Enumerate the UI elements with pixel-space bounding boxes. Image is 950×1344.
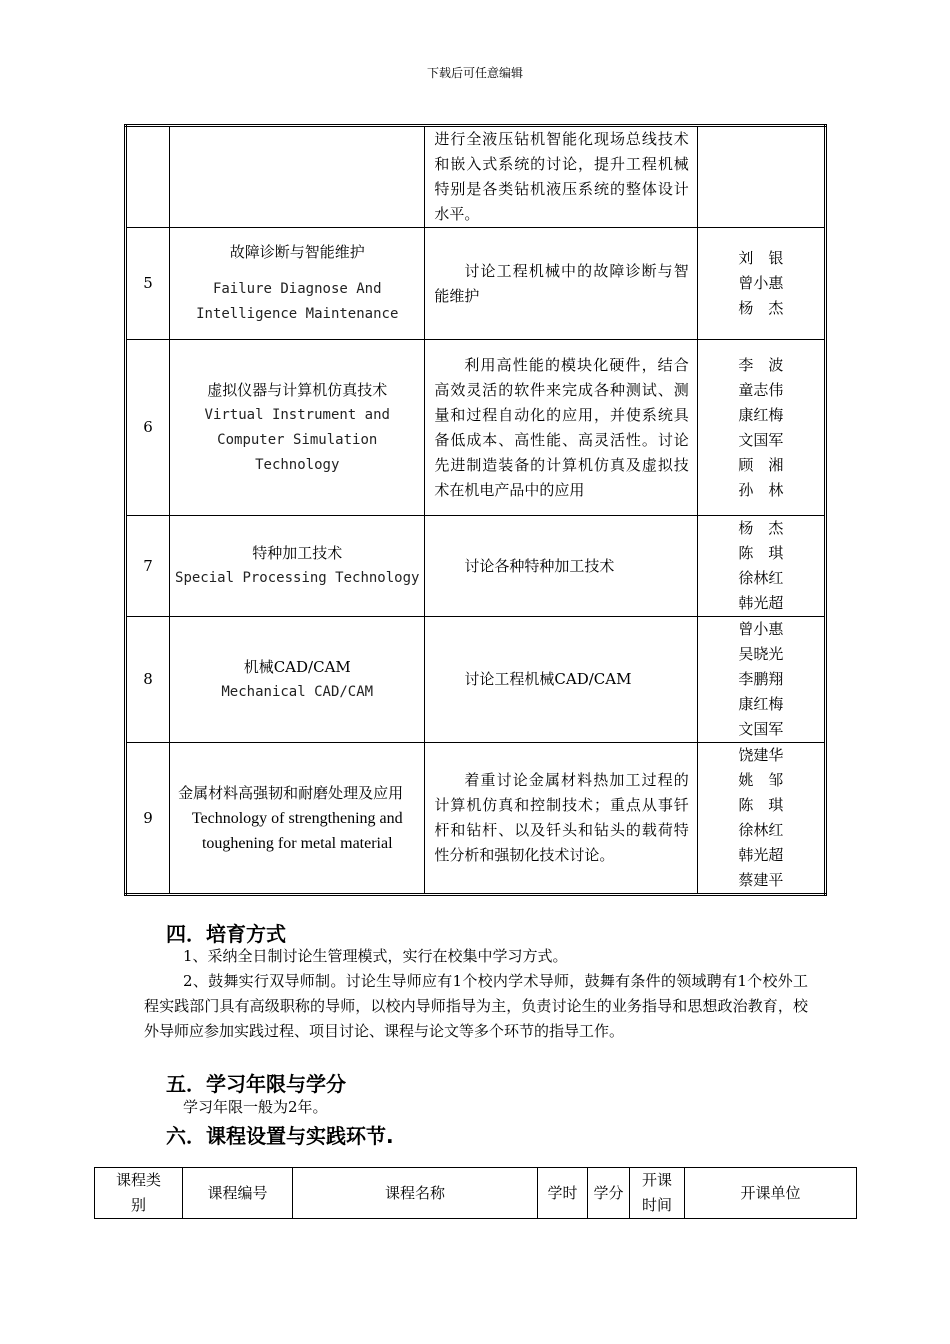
table-row [126,126,826,228]
advisor-list [697,126,825,228]
section-4-heading: 四．培育方式 [166,922,286,946]
direction-name-cell [170,743,425,895]
advisor-name: 李 波 [738,355,784,374]
advisor-name: 文国军 [738,720,784,738]
table-row [126,516,826,617]
direction-name-en: Technology of strengthening and toughening for metal material [191,809,403,852]
page-header: 下载后可任意编辑 [426,66,523,80]
research-direction-table [124,124,827,896]
header-course-code: 课程编号 [183,1168,293,1219]
row-number: 7 [126,516,170,617]
advisor-list [697,743,825,895]
header-credits: 学分 [588,1168,630,1219]
header-hours: 学时 [538,1168,588,1219]
row-number: 8 [126,617,170,743]
advisor-list [697,228,825,340]
advisor-name: 曾小惠 [738,620,784,638]
table-row [126,228,826,340]
advisor-name: 姚 邹 [738,771,784,789]
direction-name-cn: 故障诊断与智能维护 [229,243,365,261]
advisor-name: 刘 银 [738,249,784,267]
table-row [126,340,826,516]
advisor-list [697,617,825,743]
direction-name-en: Virtual Instrument and Computer Simulation Technology [204,406,390,473]
advisor-name: 徐林红 [738,821,784,839]
direction-name-en: Mechanical CAD/CAM [221,683,374,700]
direction-description [425,516,697,617]
direction-description-text: 讨论各种特种加工技术 [464,556,615,575]
advisor-name: 李鹏翔 [738,670,784,688]
advisor-name: 杨 杰 [738,299,784,317]
direction-description-text: 讨论工程机械中的故障诊断与智能维护 [434,261,689,305]
header-department: 开课单位 [685,1168,857,1219]
section-5-heading: 五．学习年限与学分 [166,1072,346,1096]
direction-description [425,228,697,340]
table-row [126,617,826,743]
direction-name-cell [170,228,425,340]
direction-description [425,126,697,228]
course-table [94,1167,857,1219]
advisor-list [697,516,825,617]
advisor-name: 韩光超 [738,594,784,612]
advisor-name: 康红梅 [738,405,784,424]
row-number [126,126,170,228]
advisor-name: 康红梅 [738,695,784,713]
section-6-heading: 六．课程设置与实践环节. [166,1124,394,1148]
row-number: 6 [126,340,170,516]
row-number: 5 [126,228,170,340]
section-5-paragraph-1: 学习年限一般为2年。 [183,1098,328,1116]
advisor-name: 徐林红 [738,569,784,587]
direction-name-cell [170,126,425,228]
direction-name-cell [170,340,425,516]
direction-name-cell [170,516,425,617]
advisor-name: 吴晓光 [738,645,784,663]
advisor-name: 陈 琪 [738,796,784,814]
direction-description [425,340,697,516]
header-course-category: 课程类别 [95,1168,183,1219]
direction-name-cn: 特种加工技术 [252,544,343,562]
table-row [126,743,826,895]
section-4-paragraph-2: 2、鼓舞实行双导师制。讨论生导师应有1个校内学术导师，鼓舞有条件的领域聘有1个校外工程实践部门具有高级职称的导师，以校内导师指导为主，负责讨论生的业务指导和思想政治教育，校外导师应参加实践过程、项目讨论、课程与论文等多个环节的指导工作。 [144,972,808,1040]
row-number: 9 [126,743,170,895]
section-4-paragraph-1: 1、采纳全日制讨论生管理模式，实行在校集中学习方式。 [183,947,568,965]
advisor-name: 饶建华 [738,746,784,764]
header-start-time: 开课时间 [630,1168,685,1219]
direction-description [425,617,697,743]
direction-description-text: 讨论工程机械CAD/CAM [464,670,632,688]
advisor-name: 杨 杰 [738,519,784,537]
advisor-name: 童志伟 [738,380,784,399]
advisor-name: 韩光超 [738,846,784,864]
direction-name-cn: 虚拟仪器与计算机仿真技术 [207,380,388,399]
advisor-name: 曾小惠 [738,274,784,292]
advisor-name: 孙 林 [738,480,784,499]
direction-name-en: Special Processing Technology [175,570,420,586]
direction-name-cn: 机械CAD/CAM [243,657,351,676]
direction-description-text: 进行全液压钻机智能化现场总线技术和嵌入式系统的讨论，提升工程机械特别是各类钻机液压系统的整体设计水平。 [434,130,689,223]
direction-description-text: 利用高性能的模块化硬件，结合高效灵活的软件来完成各种测试、测量和过程自动化的应用，并使系统具备低成本、高性能、高灵活性。讨论先进制造装备的计算机仿真及虚拟技术在机电产品中的应用 [434,355,689,499]
direction-description [425,743,697,895]
advisor-name: 文国军 [738,430,784,449]
direction-name-cell [170,617,425,743]
direction-name-en: Failure Diagnose And Intelligence Maintenance [196,281,399,322]
direction-name-cn: 金属材料高强韧和耐磨处理及应用 [178,783,404,802]
advisor-name: 陈 琪 [738,544,784,562]
direction-description-text: 着重讨论金属材料热加工过程的计算机仿真和控制技术；重点从事钎杆和钻杆、以及钎头和钻头的载荷特性分析和强韧化技术讨论。 [434,771,689,864]
header-course-name: 课程名称 [293,1168,538,1219]
advisor-list [697,340,825,516]
course-table-header-row [95,1168,857,1219]
advisor-name: 蔡建平 [738,871,784,889]
advisor-name: 顾 湘 [738,455,784,474]
